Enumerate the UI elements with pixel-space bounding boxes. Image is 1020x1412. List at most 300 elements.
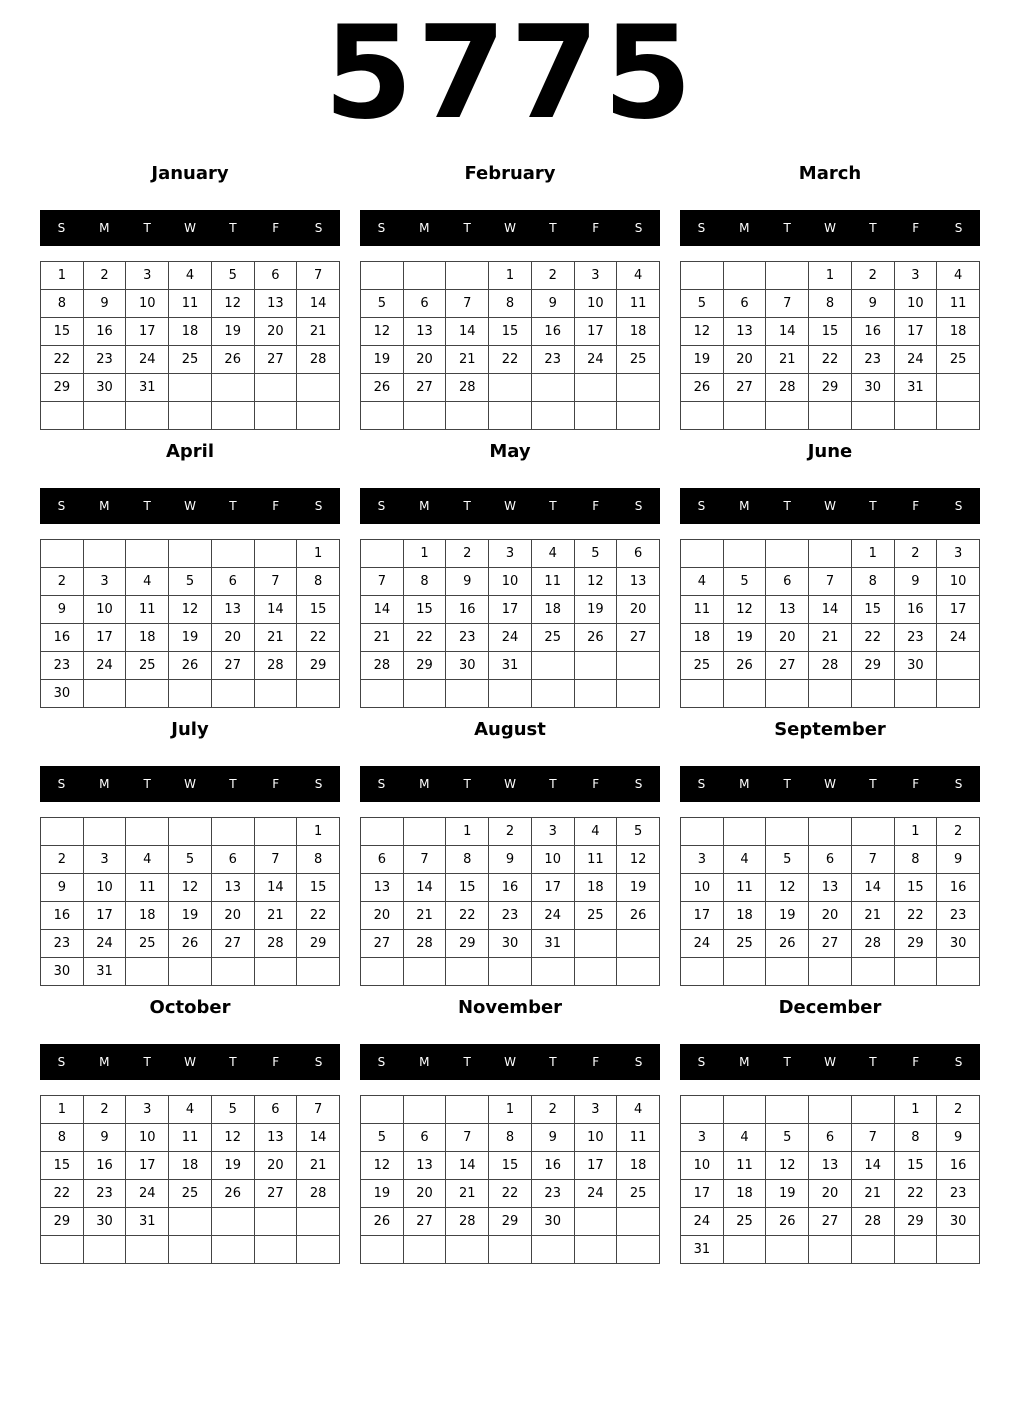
weekday-label: S xyxy=(314,499,323,513)
empty-cell xyxy=(255,1236,298,1264)
day-cell: 8 xyxy=(297,846,340,874)
weekday-label: T xyxy=(463,777,471,791)
day-cell: 21 xyxy=(404,902,447,930)
empty-cell xyxy=(404,1236,447,1264)
day-cell: 4 xyxy=(724,1124,767,1152)
empty-cell xyxy=(681,818,724,846)
day-cell: 1 xyxy=(809,262,852,290)
day-cell: 18 xyxy=(575,874,618,902)
month-march xyxy=(680,158,980,430)
day-cell: 22 xyxy=(297,902,340,930)
weekday-label: S xyxy=(314,221,323,235)
day-cell: 4 xyxy=(169,1096,212,1124)
day-cell: 15 xyxy=(852,596,895,624)
day-cell: 22 xyxy=(895,902,938,930)
day-cell: 9 xyxy=(41,596,84,624)
day-cell: 30 xyxy=(84,374,127,402)
weekday-label: F xyxy=(592,499,600,513)
empty-cell xyxy=(809,818,852,846)
day-cell: 21 xyxy=(297,1152,340,1180)
empty-cell xyxy=(681,262,724,290)
day-cell: 2 xyxy=(937,1096,980,1124)
day-cell: 29 xyxy=(489,1208,532,1236)
empty-cell xyxy=(766,958,809,986)
day-cell: 12 xyxy=(766,1152,809,1180)
weekday-label: W xyxy=(184,221,196,235)
day-cell: 15 xyxy=(489,318,532,346)
day-cell: 5 xyxy=(169,846,212,874)
day-cell: 26 xyxy=(212,1180,255,1208)
day-cell: 5 xyxy=(212,262,255,290)
day-cell: 27 xyxy=(809,930,852,958)
empty-cell xyxy=(404,818,447,846)
empty-cell xyxy=(617,402,660,430)
empty-cell xyxy=(937,402,980,430)
day-cell: 25 xyxy=(617,346,660,374)
day-cell: 22 xyxy=(489,346,532,374)
weekday-label: T xyxy=(869,777,877,791)
empty-cell xyxy=(809,540,852,568)
day-cell: 21 xyxy=(809,624,852,652)
weekday-label: M xyxy=(99,499,110,513)
empty-cell xyxy=(255,680,298,708)
day-cell: 12 xyxy=(681,318,724,346)
day-cell: 29 xyxy=(895,930,938,958)
day-cell: 8 xyxy=(297,568,340,596)
day-cell: 4 xyxy=(681,568,724,596)
day-cell: 27 xyxy=(404,1208,447,1236)
day-cell: 30 xyxy=(852,374,895,402)
day-cell: 3 xyxy=(84,846,127,874)
day-cell: 29 xyxy=(297,652,340,680)
day-cell: 3 xyxy=(126,262,169,290)
day-cell: 11 xyxy=(126,596,169,624)
weekday-label: W xyxy=(504,1055,516,1069)
month-april xyxy=(40,436,340,708)
weekday-header xyxy=(360,210,660,246)
weekday-label: W xyxy=(824,221,836,235)
day-cell: 24 xyxy=(575,346,618,374)
day-cell: 9 xyxy=(84,290,127,318)
weekday-label: T xyxy=(869,221,877,235)
day-cell: 17 xyxy=(489,596,532,624)
empty-cell xyxy=(617,958,660,986)
day-cell: 2 xyxy=(84,1096,127,1124)
day-cell: 7 xyxy=(297,262,340,290)
day-cell: 16 xyxy=(41,624,84,652)
weekday-label: T xyxy=(549,1055,557,1069)
day-cell: 3 xyxy=(937,540,980,568)
day-cell: 26 xyxy=(617,902,660,930)
empty-cell xyxy=(852,1236,895,1264)
weekday-label: S xyxy=(57,777,66,791)
day-cell: 26 xyxy=(681,374,724,402)
empty-cell xyxy=(255,818,298,846)
empty-cell xyxy=(575,1236,618,1264)
empty-cell xyxy=(255,402,298,430)
weekday-label: T xyxy=(783,499,791,513)
weekday-label: S xyxy=(634,1055,643,1069)
empty-cell xyxy=(532,958,575,986)
empty-cell xyxy=(681,1096,724,1124)
day-cell: 6 xyxy=(361,846,404,874)
weekday-label: W xyxy=(824,1055,836,1069)
day-cell: 18 xyxy=(126,902,169,930)
empty-cell xyxy=(937,374,980,402)
weekday-header xyxy=(680,1044,980,1080)
day-cell: 10 xyxy=(895,290,938,318)
empty-cell xyxy=(212,818,255,846)
day-cell: 1 xyxy=(41,1096,84,1124)
month-title: August xyxy=(474,719,546,740)
day-cell: 15 xyxy=(489,1152,532,1180)
empty-cell xyxy=(575,1208,618,1236)
day-cell: 10 xyxy=(532,846,575,874)
weekday-label: W xyxy=(184,1055,196,1069)
month-title: April xyxy=(165,441,215,462)
empty-cell xyxy=(361,402,404,430)
weekday-label: M xyxy=(99,777,110,791)
empty-cell xyxy=(41,818,84,846)
day-grid xyxy=(680,1095,980,1264)
weekday-label: T xyxy=(783,221,791,235)
empty-cell xyxy=(766,402,809,430)
day-cell: 9 xyxy=(84,1124,127,1152)
day-cell: 18 xyxy=(724,902,767,930)
day-cell: 7 xyxy=(361,568,404,596)
day-cell: 17 xyxy=(84,624,127,652)
day-cell: 23 xyxy=(446,624,489,652)
day-cell: 23 xyxy=(84,346,127,374)
day-cell: 8 xyxy=(809,290,852,318)
weekday-label: T xyxy=(783,1055,791,1069)
day-cell: 12 xyxy=(212,290,255,318)
weekday-label: S xyxy=(697,221,706,235)
weekday-header xyxy=(680,210,980,246)
day-cell: 6 xyxy=(809,846,852,874)
month-title: March xyxy=(798,163,862,184)
empty-cell xyxy=(126,958,169,986)
day-cell: 1 xyxy=(489,262,532,290)
empty-cell xyxy=(361,1236,404,1264)
weekday-label: M xyxy=(739,221,750,235)
weekday-label: T xyxy=(549,777,557,791)
day-cell: 7 xyxy=(809,568,852,596)
day-cell: 6 xyxy=(404,1124,447,1152)
day-cell: 19 xyxy=(169,902,212,930)
day-grid xyxy=(360,817,660,986)
day-cell: 23 xyxy=(937,1180,980,1208)
empty-cell xyxy=(575,402,618,430)
day-cell: 10 xyxy=(126,1124,169,1152)
day-cell: 29 xyxy=(41,1208,84,1236)
day-cell: 14 xyxy=(446,1152,489,1180)
day-cell: 26 xyxy=(724,652,767,680)
day-cell: 7 xyxy=(255,568,298,596)
weekday-label: S xyxy=(57,1055,66,1069)
empty-cell xyxy=(41,540,84,568)
weekday-header xyxy=(360,1044,660,1080)
day-cell: 1 xyxy=(297,818,340,846)
empty-cell xyxy=(212,402,255,430)
day-cell: 4 xyxy=(617,262,660,290)
day-cell: 17 xyxy=(681,902,724,930)
day-cell: 29 xyxy=(404,652,447,680)
day-cell: 26 xyxy=(766,1208,809,1236)
day-cell: 2 xyxy=(41,568,84,596)
day-cell: 19 xyxy=(766,1180,809,1208)
empty-cell xyxy=(169,1236,212,1264)
day-cell: 22 xyxy=(446,902,489,930)
day-cell: 13 xyxy=(809,1152,852,1180)
day-cell: 11 xyxy=(575,846,618,874)
empty-cell xyxy=(724,540,767,568)
day-cell: 20 xyxy=(724,346,767,374)
day-cell: 29 xyxy=(895,1208,938,1236)
empty-cell xyxy=(617,930,660,958)
weekday-label: S xyxy=(954,777,963,791)
day-cell: 24 xyxy=(126,1180,169,1208)
day-cell: 29 xyxy=(297,930,340,958)
day-cell: 25 xyxy=(126,930,169,958)
day-cell: 14 xyxy=(361,596,404,624)
day-cell: 10 xyxy=(84,874,127,902)
day-cell: 27 xyxy=(404,374,447,402)
day-cell: 6 xyxy=(766,568,809,596)
weekday-label: T xyxy=(229,499,237,513)
day-cell: 13 xyxy=(212,596,255,624)
day-cell: 5 xyxy=(361,290,404,318)
empty-cell xyxy=(126,540,169,568)
weekday-label: T xyxy=(463,499,471,513)
day-cell: 3 xyxy=(895,262,938,290)
day-cell: 10 xyxy=(84,596,127,624)
day-cell: 16 xyxy=(937,874,980,902)
day-cell: 30 xyxy=(895,652,938,680)
day-cell: 27 xyxy=(809,1208,852,1236)
day-cell: 1 xyxy=(895,1096,938,1124)
day-cell: 6 xyxy=(212,568,255,596)
empty-cell xyxy=(895,1236,938,1264)
day-grid xyxy=(360,1095,660,1264)
month-may xyxy=(360,436,660,708)
empty-cell xyxy=(404,680,447,708)
empty-cell xyxy=(489,680,532,708)
day-grid xyxy=(680,261,980,430)
day-cell: 20 xyxy=(212,902,255,930)
weekday-label: S xyxy=(697,499,706,513)
empty-cell xyxy=(809,1096,852,1124)
day-cell: 18 xyxy=(937,318,980,346)
day-cell: 11 xyxy=(724,874,767,902)
day-cell: 1 xyxy=(446,818,489,846)
month-january xyxy=(40,158,340,430)
day-cell: 20 xyxy=(361,902,404,930)
day-grid xyxy=(40,1095,340,1264)
day-cell: 21 xyxy=(255,624,298,652)
day-cell: 21 xyxy=(852,902,895,930)
empty-cell xyxy=(255,958,298,986)
day-cell: 2 xyxy=(489,818,532,846)
day-cell: 13 xyxy=(724,318,767,346)
empty-cell xyxy=(489,402,532,430)
day-cell: 19 xyxy=(724,624,767,652)
day-cell: 24 xyxy=(126,346,169,374)
empty-cell xyxy=(489,374,532,402)
day-cell: 11 xyxy=(617,1124,660,1152)
weekday-label: W xyxy=(504,499,516,513)
day-cell: 18 xyxy=(681,624,724,652)
empty-cell xyxy=(852,958,895,986)
day-cell: 28 xyxy=(809,652,852,680)
empty-cell xyxy=(489,958,532,986)
day-cell: 26 xyxy=(361,374,404,402)
day-cell: 19 xyxy=(617,874,660,902)
day-cell: 1 xyxy=(41,262,84,290)
day-cell: 20 xyxy=(404,346,447,374)
day-cell: 30 xyxy=(41,958,84,986)
day-cell: 31 xyxy=(895,374,938,402)
weekday-label: T xyxy=(143,499,151,513)
day-cell: 5 xyxy=(617,818,660,846)
day-cell: 28 xyxy=(297,1180,340,1208)
empty-cell xyxy=(169,402,212,430)
day-cell: 11 xyxy=(724,1152,767,1180)
weekday-label: F xyxy=(272,777,280,791)
empty-cell xyxy=(41,402,84,430)
empty-cell xyxy=(84,540,127,568)
empty-cell xyxy=(126,1236,169,1264)
day-cell: 19 xyxy=(169,624,212,652)
day-cell: 24 xyxy=(681,1208,724,1236)
empty-cell xyxy=(937,680,980,708)
day-cell: 24 xyxy=(84,930,127,958)
day-grid xyxy=(360,261,660,430)
day-cell: 11 xyxy=(617,290,660,318)
day-cell: 16 xyxy=(41,902,84,930)
day-cell: 14 xyxy=(446,318,489,346)
weekday-label: F xyxy=(592,1055,600,1069)
day-cell: 15 xyxy=(41,318,84,346)
empty-cell xyxy=(84,1236,127,1264)
day-cell: 28 xyxy=(446,1208,489,1236)
day-cell: 3 xyxy=(532,818,575,846)
empty-cell xyxy=(532,680,575,708)
day-cell: 15 xyxy=(41,1152,84,1180)
empty-cell xyxy=(895,402,938,430)
empty-cell xyxy=(766,1096,809,1124)
empty-cell xyxy=(617,374,660,402)
day-cell: 8 xyxy=(446,846,489,874)
day-cell: 14 xyxy=(297,1124,340,1152)
day-cell: 21 xyxy=(361,624,404,652)
day-cell: 6 xyxy=(809,1124,852,1152)
weekday-label: T xyxy=(869,1055,877,1069)
day-cell: 7 xyxy=(852,846,895,874)
day-cell: 19 xyxy=(361,1180,404,1208)
day-cell: 24 xyxy=(681,930,724,958)
day-cell: 22 xyxy=(895,1180,938,1208)
weekday-label: T xyxy=(783,777,791,791)
weekday-header xyxy=(40,210,340,246)
weekday-label: W xyxy=(504,221,516,235)
month-july xyxy=(40,714,340,986)
day-cell: 19 xyxy=(766,902,809,930)
day-cell: 5 xyxy=(169,568,212,596)
day-cell: 12 xyxy=(575,568,618,596)
day-cell: 1 xyxy=(852,540,895,568)
weekday-label: M xyxy=(739,777,750,791)
empty-cell xyxy=(766,540,809,568)
weekday-label: T xyxy=(869,499,877,513)
weekday-label: S xyxy=(697,1055,706,1069)
day-cell: 23 xyxy=(895,624,938,652)
day-cell: 24 xyxy=(575,1180,618,1208)
day-cell: 14 xyxy=(297,290,340,318)
weekday-header xyxy=(360,766,660,802)
day-cell: 12 xyxy=(212,1124,255,1152)
weekday-label: T xyxy=(549,499,557,513)
day-cell: 15 xyxy=(404,596,447,624)
day-cell: 26 xyxy=(361,1208,404,1236)
weekday-label: W xyxy=(504,777,516,791)
day-cell: 6 xyxy=(404,290,447,318)
weekday-label: M xyxy=(99,221,110,235)
day-cell: 28 xyxy=(361,652,404,680)
weekday-header xyxy=(40,488,340,524)
day-cell: 7 xyxy=(852,1124,895,1152)
day-cell: 29 xyxy=(852,652,895,680)
day-cell: 22 xyxy=(297,624,340,652)
empty-cell xyxy=(681,540,724,568)
day-cell: 19 xyxy=(361,346,404,374)
day-cell: 25 xyxy=(724,930,767,958)
weekday-label: S xyxy=(634,499,643,513)
empty-cell xyxy=(41,1236,84,1264)
day-cell: 1 xyxy=(404,540,447,568)
day-cell: 28 xyxy=(297,346,340,374)
empty-cell xyxy=(297,374,340,402)
day-cell: 11 xyxy=(169,290,212,318)
empty-cell xyxy=(724,402,767,430)
empty-cell xyxy=(255,374,298,402)
day-cell: 28 xyxy=(255,930,298,958)
empty-cell xyxy=(361,1096,404,1124)
day-cell: 8 xyxy=(489,1124,532,1152)
day-cell: 13 xyxy=(404,318,447,346)
day-cell: 24 xyxy=(937,624,980,652)
weekday-label: T xyxy=(463,221,471,235)
day-cell: 30 xyxy=(937,930,980,958)
day-cell: 28 xyxy=(766,374,809,402)
day-cell: 18 xyxy=(169,1152,212,1180)
empty-cell xyxy=(255,540,298,568)
empty-cell xyxy=(724,262,767,290)
empty-cell xyxy=(297,1236,340,1264)
day-cell: 21 xyxy=(446,346,489,374)
empty-cell xyxy=(937,1236,980,1264)
day-cell: 13 xyxy=(766,596,809,624)
day-cell: 25 xyxy=(169,1180,212,1208)
empty-cell xyxy=(126,818,169,846)
empty-cell xyxy=(212,540,255,568)
month-august xyxy=(360,714,660,986)
day-cell: 8 xyxy=(489,290,532,318)
day-cell: 19 xyxy=(212,1152,255,1180)
weekday-label: F xyxy=(272,499,280,513)
day-cell: 15 xyxy=(297,874,340,902)
day-cell: 25 xyxy=(126,652,169,680)
